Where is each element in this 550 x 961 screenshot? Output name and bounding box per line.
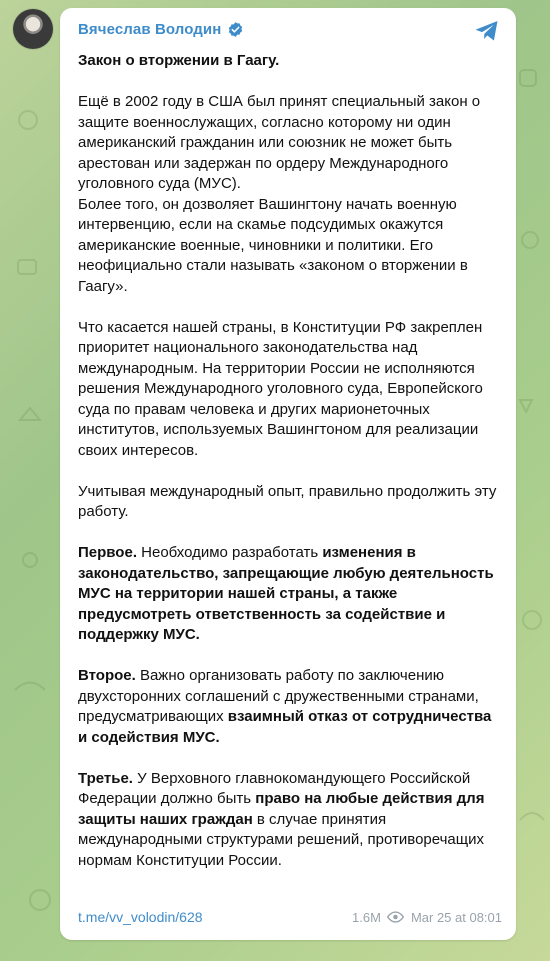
first-text: Необходимо разработать xyxy=(136,544,323,561)
message-bubble xyxy=(60,8,516,940)
channel-avatar[interactable] xyxy=(13,9,53,49)
message-meta xyxy=(352,910,502,925)
post-date: Mar 25 at 08:01 xyxy=(410,909,502,925)
second-text: Важно организовать работу по заключению двухсторонних соглашений с дружественными странами, предусматривающих xyxy=(78,667,479,725)
third-tail: в случае принятия международными структурами решений, противоречащих нормам Конституции России. xyxy=(78,810,484,869)
third-text: У Верховного главнокомандующего Российской Федерации должно быть xyxy=(78,769,471,807)
paragraph-constitution: Что касается нашей страны, в Конституции РФ закреплен приоритет национального законодательства над международным. На территории России не исполняются решения Международного уголовного суда, Европейского суда по правам человека и других марионеточных институтов, используемых Вашингтоном для реализации своих интересов. xyxy=(78,318,483,459)
view-count: 1.6M xyxy=(352,909,381,925)
paragraph-law-2002: Ещё в 2002 году в США был принят специальный закон о защите военнослужащих, согласно которому ни один американский гражданин или союзник не может быть арестован или задержан по ордеру Международного уголовного суда (МУС). xyxy=(78,93,481,192)
paragraph-experience: Учитывая международный опыт, правильно продолжить эту работу. xyxy=(78,482,497,520)
post-link[interactable]: t.me/vv_volodin/628 xyxy=(78,909,203,925)
second-bold: взаимный отказ от сотрудничества и содействия МУС. xyxy=(78,708,492,746)
first-label: Первое. xyxy=(78,544,137,561)
eye-icon xyxy=(387,911,404,923)
third-bold: право на любые действия для защиты наших граждан xyxy=(78,790,485,828)
second-label: Второе. xyxy=(78,667,136,684)
paragraph-second xyxy=(78,666,504,748)
post-title: Закон о вторжении в Гаагу. xyxy=(78,52,280,69)
post-text xyxy=(78,51,504,871)
paragraph-third xyxy=(78,769,504,872)
paragraph-intervention: Более того, он дозволяет Вашингтону начать военную интервенцию, если на скамье подсудимых окажутся американские военные, чиновники и политики. Его неофициально стали называть «законом о вторжении в Гаагу». xyxy=(78,195,468,295)
verified-badge-icon xyxy=(227,21,244,38)
first-bold: изменения в законодательство, запрещающие любую деятельность МУС на территории нашей страны, а также предусмотреть ответственность за содействие и поддержку МУС. xyxy=(78,544,494,643)
third-label: Третье. xyxy=(78,769,133,787)
message-footer xyxy=(78,909,502,925)
paragraph-first xyxy=(78,543,504,646)
author-name[interactable]: Вячеслав Володин xyxy=(78,21,222,38)
telegram-share-icon[interactable] xyxy=(474,19,500,43)
message-header xyxy=(78,21,244,38)
